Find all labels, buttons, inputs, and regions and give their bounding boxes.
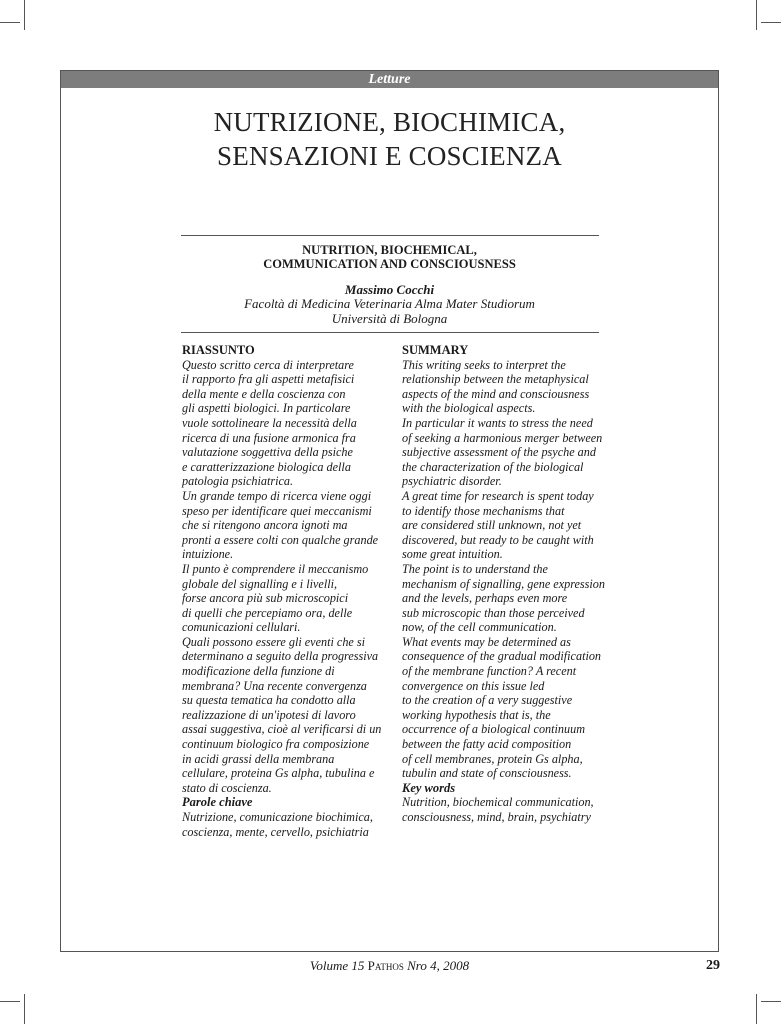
summary-line: now, of the cell communication. [402, 620, 557, 635]
riassunto-line: globale del signalling e i livelli, [182, 576, 338, 591]
keywords-heading-en: Key words [402, 780, 456, 795]
riassunto-line: cellulare, proteina Gs alpha, tubulina e [182, 766, 375, 781]
riassunto-line: patologia psichiatrica. [182, 474, 294, 489]
riassunto-line: realizzazione di un'ipotesi di lavoro [182, 707, 356, 722]
riassunto-line: membrana? Una recente convergenza [182, 678, 367, 693]
summary-line: of cell membranes, protein Gs alpha, [402, 751, 583, 766]
summary-line: between the fatty acid composition [402, 737, 572, 752]
riassunto-line: Un grande tempo di ricerca viene oggi [182, 488, 372, 503]
riassunto-line: di quelli che percepiamo ora, delle [182, 605, 353, 620]
footer-journal: Pathos [367, 958, 404, 973]
summary-line: psychiatric disorder. [402, 474, 502, 489]
keywords-line: Nutrition, biochemical communication, [402, 795, 594, 810]
english-title-line: COMMUNICATION AND CONSCIOUSNESS [263, 257, 516, 271]
keywords-en [402, 795, 607, 824]
summary-line: The point is to understand the [402, 561, 548, 576]
summary-line: What events may be determined as [402, 634, 571, 649]
summary-line: occurrence of a biological continuum [402, 722, 585, 737]
summary-line: working hypothesis that is, the [402, 707, 551, 722]
riassunto-line: in acidi grassi della membrana [182, 751, 335, 766]
riassunto-line: e caratterizzazione biologica della [182, 459, 351, 474]
riassunto-line: Questo scritto cerca di interpretare [182, 357, 354, 372]
riassunto-line: ricerca di una fusione armonica fra [182, 430, 356, 445]
summary-line: mechanism of signalling, gene expression [402, 576, 605, 591]
summary-line: to identify those mechanisms that [402, 503, 565, 518]
summary-line: the characterization of the biological [402, 459, 584, 474]
page-number: 29 [706, 958, 720, 973]
footer-issue: Nro 4, 2008 [407, 958, 470, 973]
english-title-line: NUTRITION, BIOCHEMICAL, [302, 243, 477, 257]
riassunto-line: valutazione soggettiva della psiche [182, 445, 353, 460]
riassunto-line: Quali possono essere gli eventi che si [182, 634, 366, 649]
riassunto-line: comunicazioni cellulari. [182, 620, 301, 635]
summary-body [402, 358, 607, 781]
summary-column [402, 343, 607, 825]
riassunto-line: vuole sottolineare la necessità della [182, 415, 357, 430]
crop-mark [756, 0, 757, 30]
summary-line: This writing seeks to interpret the [402, 357, 566, 372]
riassunto-line: pronti a essere colti con qualche grande [182, 532, 379, 547]
riassunto-line: speso per identificare quei meccanismi [182, 503, 372, 518]
crop-mark [24, 994, 25, 1024]
author-affiliation [61, 296, 718, 326]
summary-line: aspects of the mind and consciousness [402, 386, 590, 401]
affiliation-line: Università di Bologna [331, 311, 448, 326]
summary-line: convergence on this issue led [402, 678, 545, 693]
summary-line: consequence of the gradual modification [402, 649, 602, 664]
riassunto-body [182, 358, 387, 796]
riassunto-line: intuizione. [182, 547, 234, 562]
affiliation-line: Facoltà di Medicina Veterinaria Alma Mater Studiorum [244, 296, 535, 311]
riassunto-line: il rapporto fra gli aspetti metafisici [182, 372, 355, 387]
crop-mark [0, 1001, 20, 1002]
summary-line: discovered, but ready to be caught with [402, 532, 594, 547]
summary-line: sub microscopic than those perceived [402, 605, 585, 620]
summary-line: with the biological aspects. [402, 401, 536, 416]
riassunto-line: continuum biologico fra composizione [182, 737, 370, 752]
author-name: Massimo Cocchi [344, 282, 435, 297]
article-title-line: NUTRIZIONE, BIOCHIMICA, [213, 107, 566, 137]
crop-mark [24, 0, 25, 30]
section-header: Letture [61, 71, 718, 88]
footer-volume: Volume 15 [309, 958, 365, 973]
crop-mark [0, 22, 20, 23]
riassunto-line: Il punto è comprendere il meccanismo [182, 561, 369, 576]
summary-line: and the levels, perhaps even more [402, 591, 568, 606]
riassunto-column [182, 343, 387, 839]
english-title [61, 243, 718, 271]
article-title-line: SENSAZIONI E COSCIENZA [217, 141, 562, 171]
riassunto-line: gli aspetti biologici. In particolare [182, 401, 351, 416]
keywords-line: consciousness, mind, brain, psychiatry [402, 810, 591, 824]
summary-line: of seeking a harmonious merger between [402, 430, 603, 445]
riassunto-line: che si ritengono ancora ignoti ma [182, 518, 348, 533]
riassunto-line: della mente e della coscienza con [182, 386, 346, 401]
page-footer [60, 958, 719, 974]
summary-line: of the membrane function? A recent [402, 664, 577, 679]
article-frame [60, 70, 719, 952]
summary-line: A great time for research is spent today [402, 488, 594, 503]
keywords-line: Nutrizione, comunicazione biochimica, [182, 810, 373, 824]
riassunto-line: assai suggestiva, cioè al verificarsi di un [182, 722, 382, 737]
summary-line: to the creation of a very suggestive [402, 693, 573, 708]
summary-heading: SUMMARY [402, 343, 469, 357]
summary-line: relationship between the metaphysical [402, 372, 589, 387]
keywords-heading-it: Parole chiave [182, 795, 253, 810]
riassunto-line: modificazione della funzione di [182, 664, 335, 679]
keywords-line: coscienza, mente, cervello, psichiatria [182, 824, 369, 839]
top-divider [181, 235, 599, 236]
summary-line: tubulin and state of consciousness. [402, 766, 572, 781]
bottom-divider [181, 332, 599, 333]
summary-line: some great intuition. [402, 547, 503, 562]
riassunto-line: stato di coscienza. [182, 780, 272, 795]
riassunto-line: su questa tematica ha condotto alla [182, 693, 356, 708]
article-title [61, 105, 718, 173]
riassunto-heading: RIASSUNTO [182, 343, 255, 357]
riassunto-line: forse ancora più sub microscopici [182, 591, 349, 606]
summary-line: subjective assessment of the psyche and [402, 445, 596, 460]
riassunto-line: determinano a seguito della progressiva [182, 649, 379, 664]
crop-mark [761, 22, 781, 23]
crop-mark [756, 994, 757, 1024]
crop-mark [761, 1001, 781, 1002]
summary-line: are considered still unknown, not yet [402, 518, 582, 533]
summary-line: In particular it wants to stress the need [402, 415, 593, 430]
keywords-it [182, 810, 387, 839]
